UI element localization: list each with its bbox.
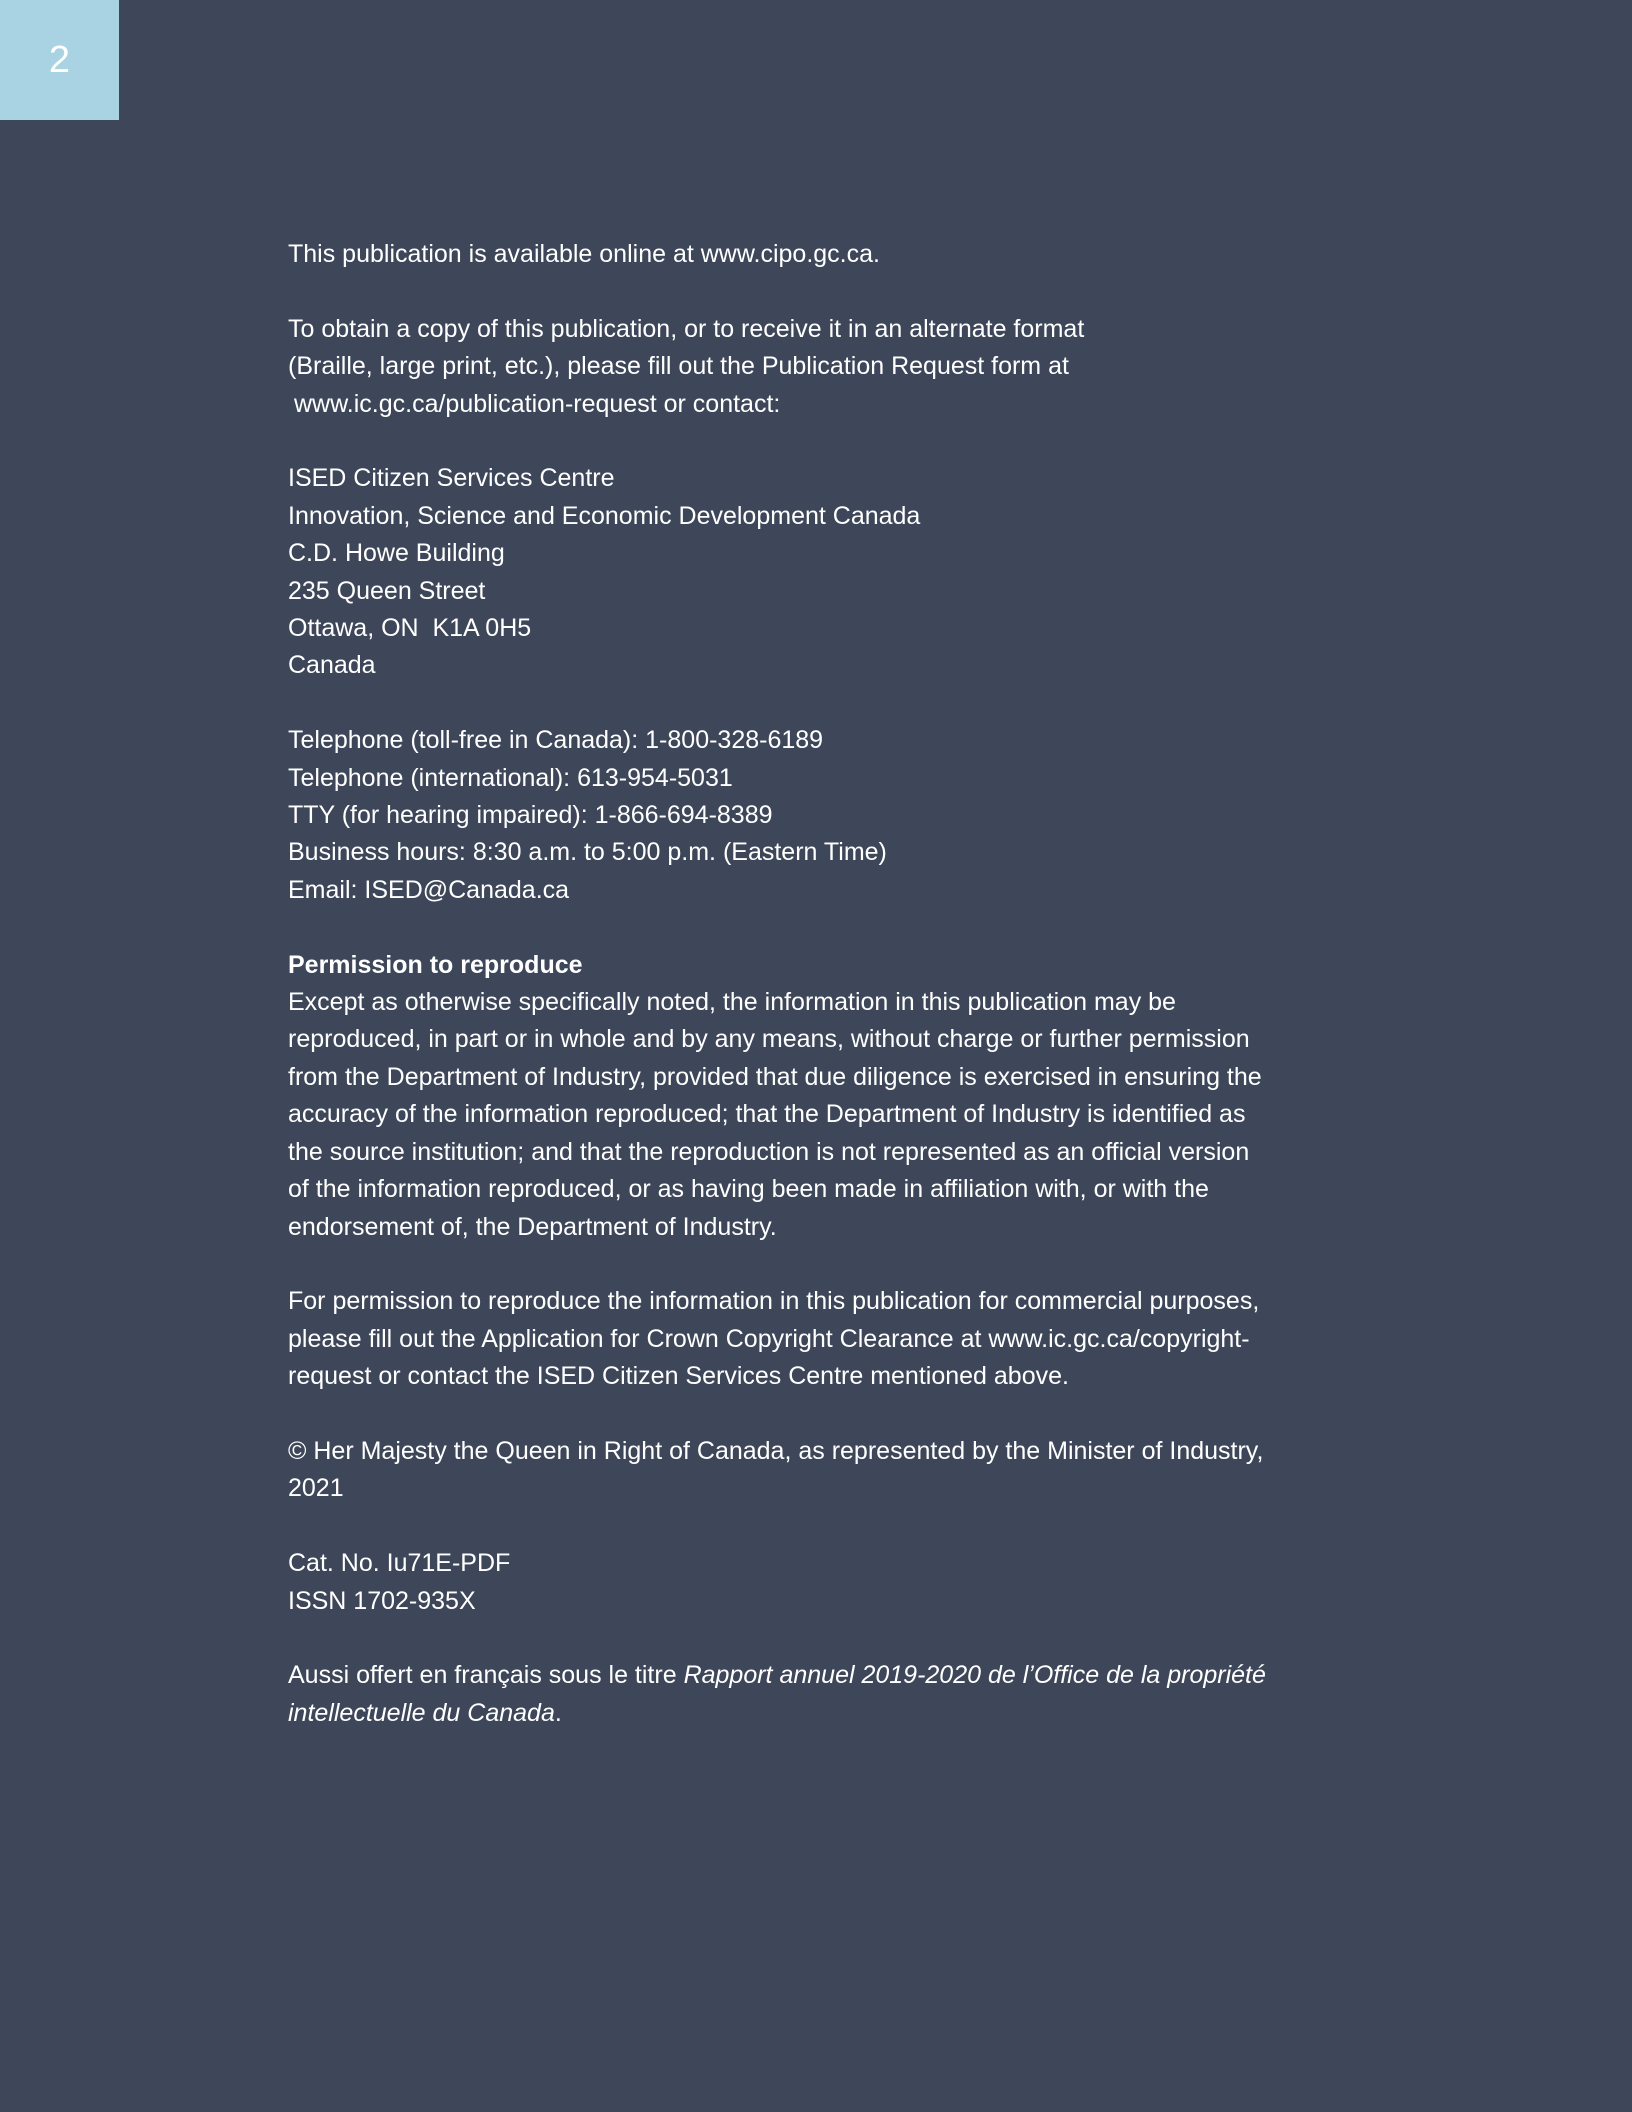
french-title-part: intellectuelle du Canada <box>288 1698 555 1727</box>
permission-line: of the information reproduced, or as having been made in affiliation with, or with the <box>288 1175 1209 1204</box>
permission-line: reproduced, in part or in whole and by any means, without charge or further permission <box>288 1025 1250 1054</box>
copyright-line: © Her Majesty the Queen in Right of Canada, as represented by the Minister of Industry, <box>288 1436 1264 1465</box>
commercial-line: For permission to reproduce the information in this publication for commercial purposes, <box>288 1287 1260 1316</box>
french-line <box>288 1657 1438 1694</box>
permission-line: accuracy of the information reproduced; that the Department of Industry is identified as <box>288 1100 1246 1129</box>
obtain-copy-line: (Braille, large print, etc.), please fill out the Publication Request form at <box>288 352 1069 381</box>
permission-heading: Permission to reproduce <box>288 950 583 979</box>
page-number-tab <box>0 0 119 120</box>
address-line: Ottawa, ON K1A 0H5 <box>288 614 532 643</box>
french-prefix: Aussi offert en français sous le titre <box>288 1661 684 1690</box>
obtain-copy-line: To obtain a copy of this publication, or to receive it in an alternate format <box>288 314 1085 343</box>
address-line: Innovation, Science and Economic Development Canada <box>288 501 921 530</box>
permission-line: from the Department of Industry, provided that due diligence is exercised in ensuring the <box>288 1062 1262 1091</box>
address-line: ISED Citizen Services Centre <box>288 464 615 493</box>
availability-block <box>288 236 1438 273</box>
permission-line: Except as otherwise specifically noted, the information in this publication may be <box>288 988 1176 1017</box>
address-line: Canada <box>288 651 376 680</box>
issn-number: ISSN 1702-935X <box>288 1586 476 1615</box>
contact-line: Email: ISED@Canada.ca <box>288 875 570 904</box>
catalogue-number: Cat. No. Iu71E-PDF <box>288 1549 511 1578</box>
commercial-block <box>288 1283 1438 1395</box>
address-line: C.D. Howe Building <box>288 539 505 568</box>
availability-text: This publication is available online at www.cipo.gc.ca. <box>288 240 880 268</box>
french-line <box>288 1695 1438 1732</box>
permission-line: endorsement of, the Department of Industry. <box>288 1212 777 1241</box>
colophon-content <box>288 236 1438 1770</box>
french-suffix: . <box>554 1698 562 1727</box>
french-block <box>288 1657 1438 1732</box>
contact-block <box>288 722 1438 909</box>
page-number: 2 <box>48 38 71 81</box>
contact-line: Telephone (international): 613-954-5031 <box>288 763 733 792</box>
contact-line: TTY (for hearing impaired): 1-866-694-8389 <box>288 801 773 830</box>
obtain-copy-block <box>288 311 1438 423</box>
french-title-part: Rapport annuel 2019-2020 de l’Office de la propriété <box>683 1661 1266 1690</box>
address-line: 235 Queen Street <box>288 576 486 605</box>
address-block <box>288 460 1438 684</box>
permission-block <box>288 947 1438 1246</box>
copyright-block <box>288 1433 1438 1508</box>
copyright-line: 2021 <box>288 1474 344 1503</box>
catalogue-block <box>288 1545 1438 1620</box>
permission-line: the source institution; and that the reproduction is not represented as an official version <box>288 1137 1250 1166</box>
obtain-copy-line: www.ic.gc.ca/publication-request or contact: <box>294 389 781 418</box>
commercial-line: request or contact the ISED Citizen Services Centre mentioned above. <box>288 1362 1069 1391</box>
commercial-line: please fill out the Application for Crown Copyright Clearance at www.ic.gc.ca/copyright- <box>288 1324 1250 1353</box>
contact-line: Telephone (toll-free in Canada): 1-800-328-6189 <box>288 726 824 755</box>
contact-line: Business hours: 8:30 a.m. to 5:00 p.m. (Eastern Time) <box>288 838 887 867</box>
